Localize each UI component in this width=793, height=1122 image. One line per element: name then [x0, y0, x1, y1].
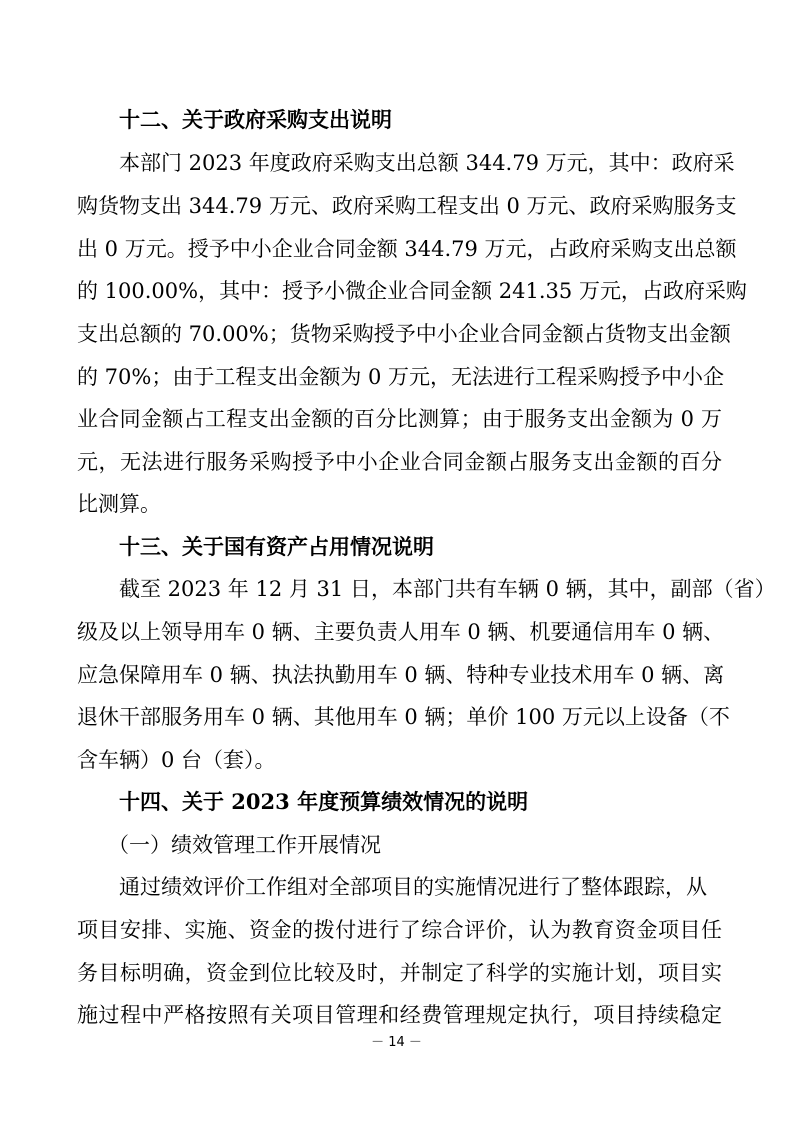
section-12-line-4: 的 100.00%，其中：授予小微企业合同金额 241.35 万元，占政府采购: [77, 279, 747, 303]
section-12-line-9: 比测算。: [77, 492, 161, 516]
section-14-line-4: 施过程中严格按照有关项目管理和经费管理规定执行，项目持续稳定: [77, 1003, 722, 1027]
section-13-line-3: 应急保障用车 0 辆、执法执勤用车 0 辆、特种专业技术用车 0 辆、离: [77, 663, 725, 687]
section-13-line-4: 退休干部服务用车 0 辆、其他用车 0 辆；单价 100 万元以上设备（不: [77, 705, 730, 729]
section-12-line-2: 购货物支出 344.79 万元、政府采购工程支出 0 万元、政府采购服务支: [77, 194, 737, 218]
section-12-line-7: 业合同金额占工程支出金额的百分比测算；由于服务支出金额为 0 万: [77, 407, 722, 431]
section-12-line-8: 元，无法进行服务采购授予中小企业合同金额占服务支出金额的百分: [77, 450, 722, 474]
section-14-line-1: 通过绩效评价工作组对全部项目的实施情况进行了整体跟踪，从: [119, 875, 707, 899]
section-13-line-1: 截至 2023 年 12 月 31 日，本部门共有车辆 0 辆，其中，副部（省）: [119, 577, 776, 601]
section-14-line-2: 项目安排、实施、资金的拨付进行了综合评价，认为教育资金项目任: [77, 918, 722, 942]
page-number: － 14 －: [371, 1035, 422, 1050]
section-13-line-5: 含车辆）0 台（套）。: [77, 748, 276, 772]
section-12-heading: 十二、关于政府采购支出说明: [119, 107, 392, 132]
section-14-subheading: （一）绩效管理工作开展情况: [108, 833, 381, 857]
section-14-line-3: 务目标明确，资金到位比较及时，并制定了科学的实施计划，项目实: [77, 961, 722, 985]
section-13-heading: 十三、关于国有资产占用情况说明: [119, 534, 434, 559]
section-14-heading: 十四、关于 2023 年度预算绩效情况的说明: [119, 789, 529, 814]
section-12-line-1: 本部门 2023 年度政府采购支出总额 344.79 万元，其中：政府采: [119, 151, 735, 175]
section-12-line-5: 支出总额的 70.00%；货物采购授予中小企业合同金额占货物支出金额: [77, 322, 731, 346]
section-12-line-3: 出 0 万元。授予中小企业合同金额 344.79 万元，占政府采购支出总额: [77, 237, 737, 261]
section-13-line-2: 级及以上领导用车 0 辆、主要负责人用车 0 辆、机要通信用车 0 辆、: [77, 620, 725, 644]
section-12-line-6: 的 70%；由于工程支出金额为 0 万元，无法进行工程采购授予中小企: [77, 365, 725, 389]
